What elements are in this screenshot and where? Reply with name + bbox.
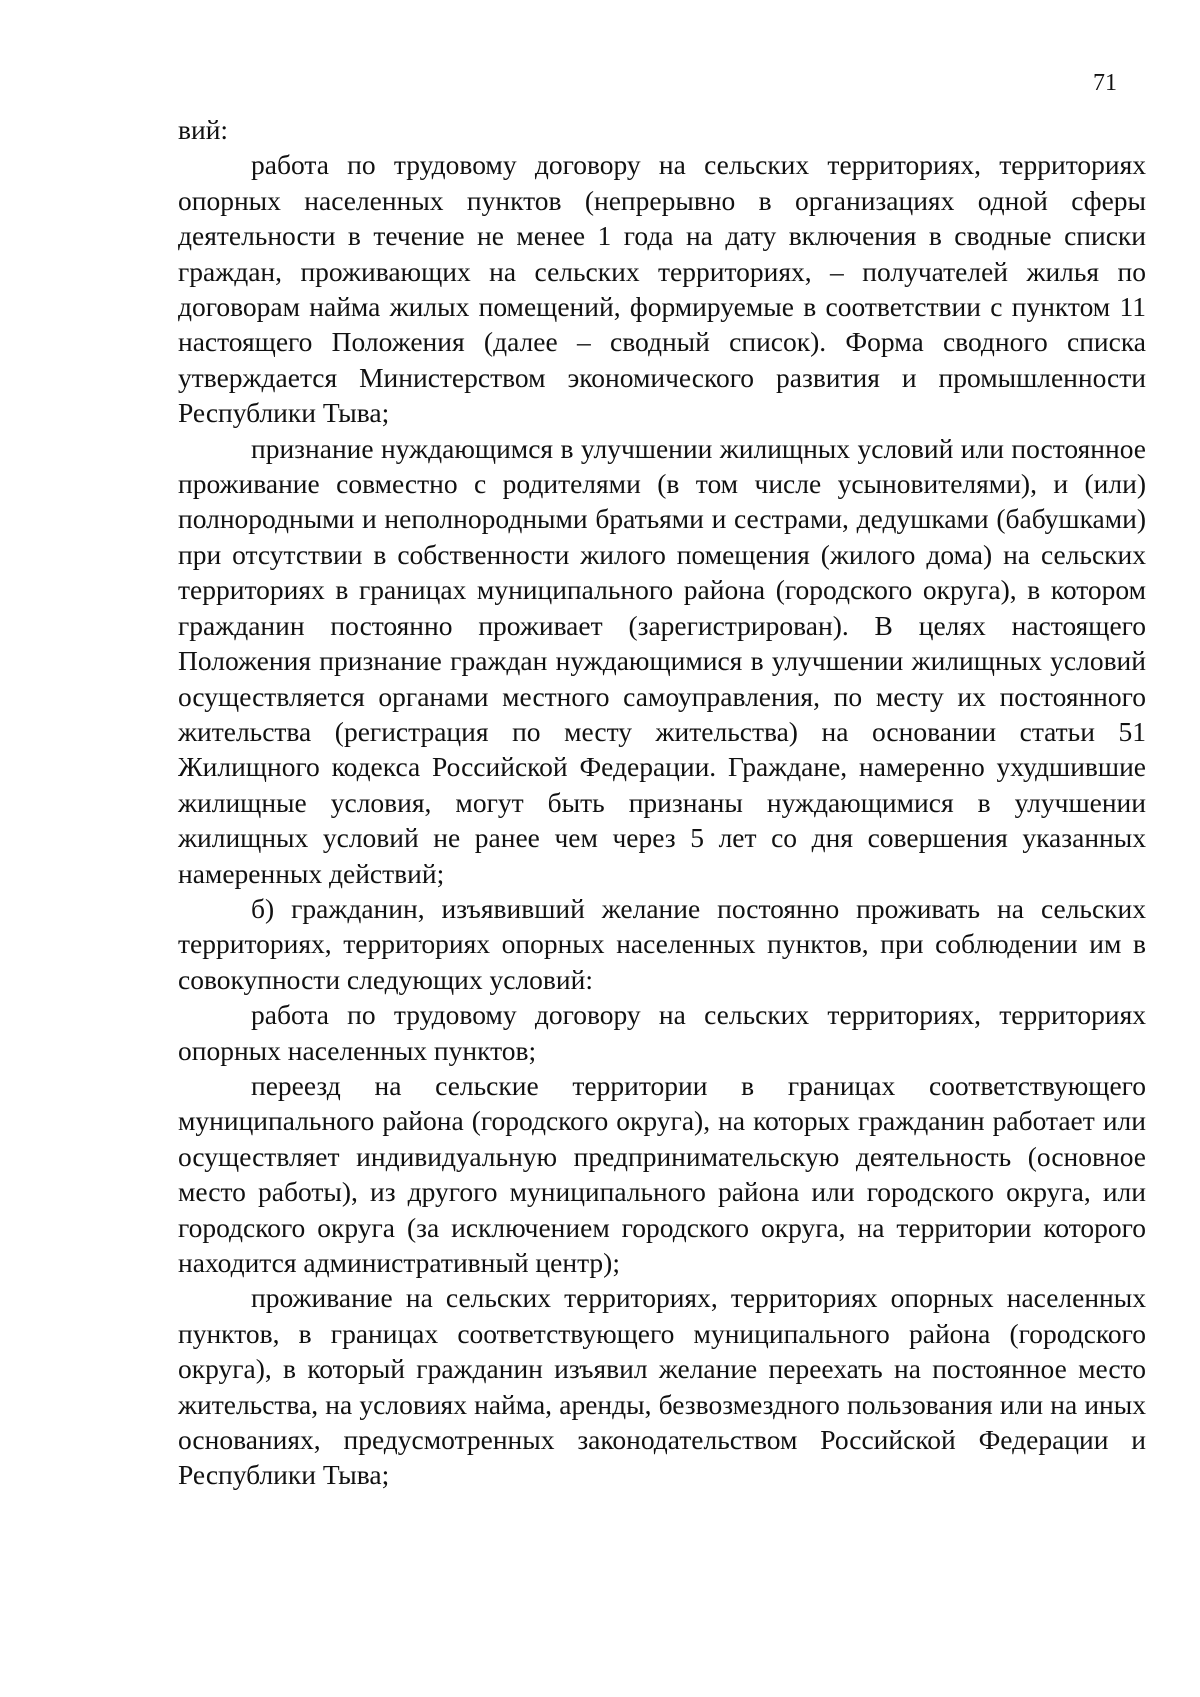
page-number: 71 bbox=[1093, 70, 1117, 96]
paragraph-relocation: переезд на сельские территории в границах соответствующего муниципального района (городского округа), на которых гражданин работает или осуществляет индивидуальную предпринимательскую деятельность (основное место работы), из другого муниципального района или городского округа, или городского округа (за исключением городского округа, на территории которого находится административный центр); bbox=[178, 1069, 1146, 1278]
paragraph-housing-need: признание нуждающимся в улучшении жилищных условий или постоянное проживание совместно с родителями (в том числе усыновителями), и (или) полнородными и неполнородными братьями и сестрами, дедушками (бабушками) при отсутствии в собственности жилого помещения (жилого дома) на сельских территориях в границах муниципального района (городского округа), в котором гражданин постоянно проживает (зарегистрирован). В целях настоящего Положения признание граждан нуждающимися в улучшении жилищных условий осуществляется органами местного самоуправления, по месту их постоянного жительства (регистрация по месту жительства) на основании статьи 51 Жилищного кодекса Российской Федерации. Граждане, намеренно ухудшившие жилищные условия, могут быть признаны нуждающимися в улучшении жилищных условий не ранее чем через 5 лет со дня совершения указанных намеренных действий; bbox=[178, 432, 1146, 889]
document-body bbox=[178, 112, 1146, 1493]
paragraph-item-b: б) гражданин, изъявивший желание постоянно проживать на сельских территориях, территориях опорных населенных пунктов, при соблюдении им в совокупности следующих условий: bbox=[178, 892, 1146, 995]
paragraph-residence: проживание на сельских территориях, территориях опорных населенных пунктов, в границах соответствующего муниципального района (городского округа), в который гражданин изъявил желание переехать на постоянное место жительства, на условиях найма, аренды, безвозмездного пользования или на иных основаниях, предусмотренных законодательством Российской Федерации и Республики Тыва; bbox=[178, 1282, 1146, 1491]
paragraph-continuation: вий: bbox=[178, 114, 229, 145]
paragraph-work-contract: работа по трудовому договору на сельских территориях, территориях опорных населенных пунктов (непрерывно в организациях одной сферы деятельности в течение не менее 1 года на дату включения в сводные списки граждан, проживающих на сельских территориях, – получателей жилья по договорам найма жилых помещений, формируемые в соответствии с пунктом 11 настоящего Положения (далее – сводный список). Форма сводного списка утверждается Министерством экономического развития и промышленности Республики Тыва; bbox=[178, 149, 1146, 429]
paragraph-work-contract-short: работа по трудовому договору на сельских территориях, территориях опорных населенных пунктов; bbox=[178, 999, 1146, 1066]
